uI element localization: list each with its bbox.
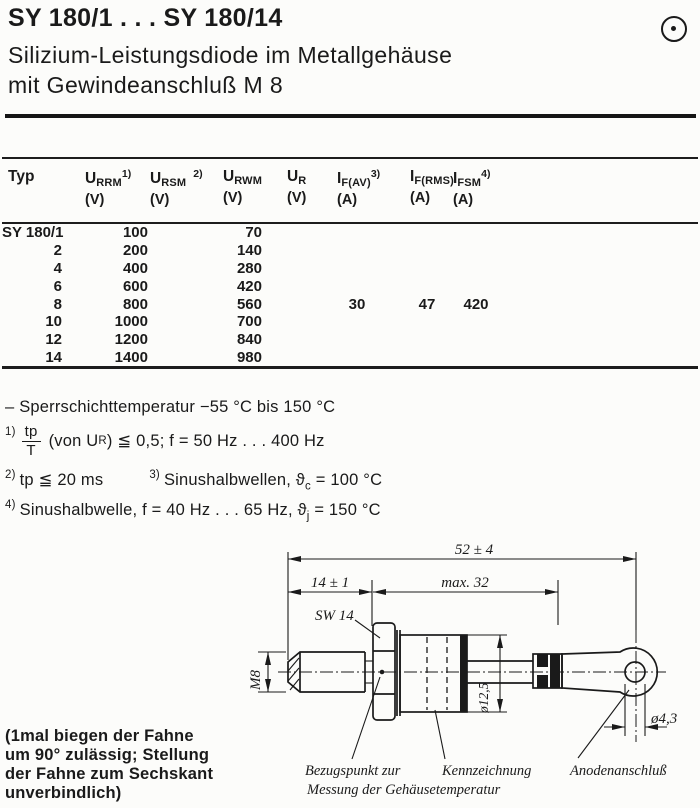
table-cell: 1000: [114, 313, 148, 331]
table-cell: [312, 331, 380, 349]
table-cell: 10: [45, 313, 62, 331]
col-urwm: $U_{RWM}$: [223, 168, 263, 187]
col-ifsm: $I_{FSM}^{4)}$: [453, 168, 491, 189]
dim-dia-12-5: ø12,5: [476, 682, 491, 713]
label-reference-point-line1: Bezugspunkt zur: [305, 763, 401, 779]
table-cell: [380, 242, 452, 260]
dim-max32: max. 32: [441, 575, 489, 591]
subtitle-line-2: mit Gewindeanschluß M 8: [8, 72, 284, 98]
table-row: [2, 223, 698, 242]
table-cell: 840: [236, 331, 262, 349]
table-cell: 700: [236, 313, 262, 331]
table-cell: [452, 242, 500, 260]
table-cell: 70: [245, 224, 262, 242]
fraction-tp-T: $\frac{tp}{T}$: [22, 424, 41, 459]
case-temp-reference-dot: [380, 670, 385, 675]
page-title: SY 180/1 . . . SY 180/14: [8, 4, 283, 32]
footnote-2-3: $^{2)}$ tp ≦ 20 ms $^{3)}$ Sinushalbwellen, $ϑ_c = 100$ °C: [5, 469, 383, 493]
table-cell: 200: [122, 242, 148, 260]
table-cell: 140: [236, 242, 262, 260]
table-cell: [452, 313, 500, 331]
table-cell: 800: [122, 295, 148, 313]
table-cell: [312, 223, 380, 242]
table-cell: [270, 277, 312, 295]
table-cell: 30: [348, 295, 366, 313]
flag-note-line-1: (1mal biegen der Fahne: [5, 727, 194, 745]
flag-bending-note: [5, 727, 213, 803]
table-cell: 14: [45, 348, 62, 366]
table-cell: [380, 277, 452, 295]
dim-m8: M8: [248, 670, 264, 690]
col-ifav-unit: (A): [337, 192, 358, 208]
flag-note-line-4: unverbindlich): [5, 784, 122, 802]
table-cell: [270, 260, 312, 278]
type-table-body: [2, 223, 698, 368]
page-subtitle: [8, 40, 452, 100]
table-cell: [452, 260, 500, 278]
table-row: [2, 295, 698, 313]
table-row: [2, 277, 698, 295]
table-cell: [270, 331, 312, 349]
diode-outline-drawing: [230, 530, 700, 808]
dim-52: 52 ± 4: [454, 542, 494, 558]
table-cell: [150, 277, 220, 295]
note-junction-temp: – Sperrschichttemperatur −55 °C bis 150 °C: [5, 398, 336, 416]
circle-dot-icon: [661, 16, 687, 42]
col-ur: $U_R$: [287, 168, 307, 187]
table-cell: 560: [236, 295, 262, 313]
col-urwm-unit: (V): [223, 190, 243, 206]
table-cell: [150, 242, 220, 260]
table-cell: [452, 331, 500, 349]
table-cell: 280: [236, 259, 262, 277]
table-cell: 6: [53, 277, 62, 295]
table-cell: [270, 295, 312, 313]
table-cell: [270, 349, 312, 368]
table-cell: [452, 223, 500, 242]
table-cell: 1400: [114, 348, 148, 366]
table-cell: [380, 331, 452, 349]
table-cell: [380, 260, 452, 278]
table-cell: [270, 242, 312, 260]
table-header: [2, 158, 698, 223]
label-reference-point-line2: Messung der Gehäusetemperatur: [307, 782, 501, 798]
table-cell: 420: [236, 277, 262, 295]
table-cell: [312, 242, 380, 260]
projection-dot: [671, 26, 676, 31]
table-cell: [452, 349, 500, 368]
col-ursm-unit: (V): [150, 192, 170, 208]
col-ifav: $I_{F(AV)}^{3)}$: [337, 168, 381, 189]
dim-sw14: SW 14: [315, 608, 354, 624]
table-cell: [150, 331, 220, 349]
table-cell: [270, 313, 312, 331]
table-cell: [380, 313, 452, 331]
table-cell: [150, 313, 220, 331]
table-cell: 600: [122, 277, 148, 295]
table-cell: 420: [463, 295, 489, 313]
dim-14: 14 ± 1: [310, 575, 350, 591]
table-row: [2, 313, 698, 331]
table-cell: [312, 260, 380, 278]
ratings-table: [2, 157, 698, 369]
table-cell: [380, 349, 452, 368]
subtitle-line-1: Silizium-Leistungsdiode im Metallgehäuse: [8, 42, 453, 68]
table-row: [2, 349, 698, 368]
table-cell: 400: [122, 259, 148, 277]
table-cell: 12: [45, 331, 62, 349]
table-cell: [380, 223, 452, 242]
col-ur-unit: (V): [287, 190, 307, 206]
table-cell: 100: [122, 224, 148, 242]
table-cell: [312, 313, 380, 331]
col-ifrms-unit: (A): [410, 190, 431, 206]
title-divider: [5, 114, 696, 118]
table-cell: 980: [236, 348, 262, 366]
label-anode-connection: Anodenanschluß: [570, 763, 667, 779]
case-body: [397, 630, 467, 716]
table-cell: SY 180/1: [2, 224, 64, 242]
table-cell: 4: [53, 259, 62, 277]
col-ursm: $U_{RSM}^{2)}$: [150, 168, 203, 189]
table-cell: 2: [53, 242, 62, 260]
table-cell: 8: [53, 295, 62, 313]
table-cell: [312, 349, 380, 368]
table-cell: [270, 223, 312, 242]
flag-note-line-3: der Fahne zum Sechskant: [5, 765, 214, 783]
table-cell: [452, 277, 500, 295]
table-row: [2, 242, 698, 260]
table-cell: [150, 295, 220, 313]
col-urrm-unit: (V): [85, 192, 105, 208]
col-ifrms: $I_{F(RMS)}$: [410, 168, 455, 187]
table-row: [2, 331, 698, 349]
table-cell: 1200: [114, 331, 148, 349]
col-urrm: $U_{RRM}^{1)}$: [85, 168, 132, 189]
table-cell: 47: [418, 295, 436, 313]
col-typ: Typ: [8, 168, 35, 185]
col-ifsm-unit: (A): [453, 192, 474, 208]
table-cell: [150, 260, 220, 278]
table-cell: [150, 223, 220, 242]
dim-dia-4-3: ø4,3: [651, 711, 678, 727]
table-row: [2, 260, 698, 278]
footnote-4: $^{4)}$ Sinushalbwelle, f = 40 Hz . . . 65 Hz, $ϑ_j = 150$ °C: [5, 499, 381, 523]
table-cell: [150, 349, 220, 368]
footnote-1: 1) $\frac{tp}{T}$ (von U R ) ≦ 0,5; f = 50 Hz . . . 400 Hz: [5, 423, 325, 459]
table-cell: [312, 277, 380, 295]
label-marking: Kennzeichnung: [442, 763, 532, 779]
flag-note-line-2: um 90° zulässig; Stellung: [5, 746, 210, 764]
